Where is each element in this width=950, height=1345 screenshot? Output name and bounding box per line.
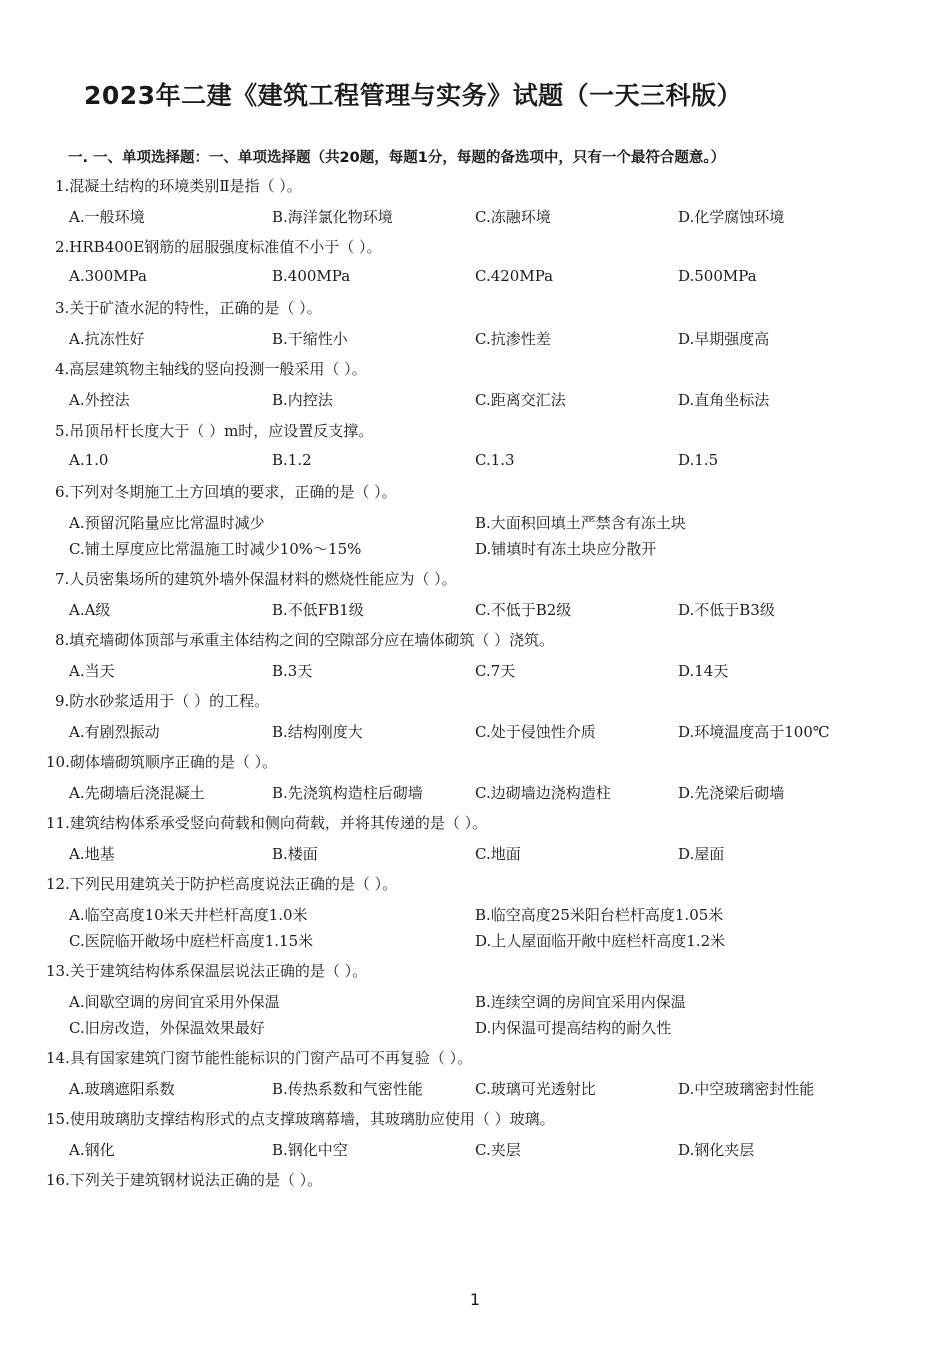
option-row [0,843,950,869]
question-text: 6.下列对冬期施工土方回填的要求，正确的是（ ）。 [55,483,397,501]
option-b: B.内控法 [272,391,333,409]
question-stem [0,629,950,655]
question-text: 7.人员密集场所的建筑外墙外保温材料的燃烧性能应为（ ）。 [55,570,457,588]
question-text: 15.使用玻璃肋支撑结构形式的点支撑玻璃幕墙，其玻璃肋应使用（ ）玻璃。 [46,1110,555,1128]
option-row [0,267,950,293]
question-stem [0,297,950,323]
option-a: A.钢化 [69,1141,115,1159]
option-d: D.铺填时有冻土块应分散开 [475,540,657,558]
option-row [0,599,950,625]
option-row [0,991,950,1017]
question-text: 11.建筑结构体系承受竖向荷载和侧向荷载，并将其传递的是（ ）。 [46,814,488,832]
document-title: 2023年二建《建筑工程管理与实务》试题（一天三科版） [84,81,743,110]
question-text: 1.混凝土结构的环境类别Ⅱ是指（ ）。 [55,177,302,195]
option-c: C.处于侵蚀性介质 [475,723,596,741]
option-d: D.直角坐标法 [678,391,770,409]
option-row [0,389,950,415]
option-c: C.地面 [475,845,521,863]
option-c: C.1.3 [475,451,515,469]
question-stem [0,175,950,201]
option-b: B.海洋氯化物环境 [272,208,393,226]
question-text: 14.具有国家建筑门窗节能性能标识的门窗产品可不再复验（ ）。 [46,1049,473,1067]
option-a: A.临空高度10米天井栏杆高度1.0米 [69,906,308,924]
option-a: A.玻璃遮阳系数 [69,1080,175,1098]
question-stem [0,1108,950,1134]
section-heading: 一. 一、单项选择题：一、单项选择题（共20题，每题1分，每题的备选项中，只有一个最符合题意。） [68,150,726,166]
option-d: D.早期强度高 [678,330,770,348]
option-a: A.地基 [69,845,115,863]
option-b: B.传热系数和气密性能 [272,1080,423,1098]
option-row [0,904,950,930]
question-stem [0,358,950,384]
option-b: B.干缩性小 [272,330,348,348]
option-b: B.连续空调的房间宜采用内保温 [475,993,686,1011]
option-d: D.中空玻璃密封性能 [678,1080,815,1098]
option-a: A.预留沉陷量应比常温时减少 [69,514,265,532]
option-a: A.有剧烈振动 [69,723,160,741]
question-text: 5.吊顶吊杆长度大于（ ）m时，应设置反支撑。 [55,422,374,440]
question-text: 12.下列民用建筑关于防护栏高度说法正确的是（ ）。 [46,875,398,893]
option-d: D.先浇梁后砌墙 [678,784,785,802]
question-stem [0,751,950,777]
question-text: 2.HRB400E钢筋的屈服强度标准值不小于（ ）。 [55,238,382,256]
option-row [0,1139,950,1165]
option-d: D.化学腐蚀环境 [678,208,785,226]
option-a: A.先砌墙后浇混凝土 [69,784,205,802]
option-c: C.不低于B2级 [475,601,572,619]
option-row [0,538,950,564]
option-c: C.420MPa [475,267,554,285]
option-c: C.铺土厚度应比常温施工时减少10%～15% [69,540,362,558]
option-a: A.当天 [69,662,115,680]
option-row [0,328,950,354]
question-stem [0,812,950,838]
option-row [0,660,950,686]
option-d: D.14天 [678,662,729,680]
question-text: 10.砌体墙砌筑顺序正确的是（ ）。 [46,753,278,771]
option-row [0,206,950,232]
option-c: C.夹层 [475,1141,521,1159]
option-row [0,782,950,808]
option-d: D.上人屋面临开敞中庭栏杆高度1.2米 [475,932,726,950]
option-b: B.1.2 [272,451,312,469]
option-d: D.内保温可提高结构的耐久性 [475,1019,672,1037]
option-b: B.钢化中空 [272,1141,348,1159]
option-row [0,451,950,477]
question-stem [0,690,950,716]
question-stem [0,1047,950,1073]
option-b: B.楼面 [272,845,318,863]
option-b: B.临空高度25米阳台栏杆高度1.05米 [475,906,724,924]
option-b: B.结构刚度大 [272,723,363,741]
question-text: 13.关于建筑结构体系保温层说法正确的是（ ）。 [46,962,368,980]
option-d: D.500MPa [678,267,757,285]
question-stem [0,481,950,507]
question-text: 4.高层建筑物主轴线的竖向投测一般采用（ ）。 [55,360,367,378]
question-text: 8.填充墙砌体顶部与承重主体结构之间的空隙部分应在墙体砌筑（ ）浇筑。 [55,631,555,649]
page-number: 1 [469,1290,481,1309]
option-c: C.医院临开敞场中庭栏杆高度1.15米 [69,932,314,950]
option-row [0,1078,950,1104]
option-a: A.外控法 [69,391,130,409]
option-c: C.7天 [475,662,516,680]
question-text: 3.关于矿渣水泥的特性，正确的是（ ）。 [55,299,322,317]
option-b: B.先浇筑构造柱后砌墙 [272,784,423,802]
option-d: D.屋面 [678,845,725,863]
option-row [0,930,950,956]
option-b: B.不低FB1级 [272,601,364,619]
option-b: B.大面积回填土严禁含有冻土块 [475,514,686,532]
question-stem [0,420,950,446]
question-text: 9.防水砂浆适用于（ ）的工程。 [55,692,270,710]
option-d: D.1.5 [678,451,719,469]
question-stem [0,1169,950,1195]
question-stem [0,568,950,594]
option-b: B.3天 [272,662,313,680]
option-d: D.钢化夹层 [678,1141,755,1159]
option-c: C.边砌墙边浇构造柱 [475,784,611,802]
option-a: A.A级 [69,601,111,619]
option-b: B.400MPa [272,267,351,285]
question-stem [0,236,950,262]
option-d: D.环境温度高于100℃ [678,723,830,741]
option-a: A.300MPa [69,267,147,285]
question-text: 16.下列关于建筑钢材说法正确的是（ ）。 [46,1171,323,1189]
option-c: C.抗渗性差 [475,330,551,348]
option-c: C.冻融环境 [475,208,551,226]
option-a: A.1.0 [69,451,109,469]
option-row [0,721,950,747]
option-row [0,1017,950,1043]
option-a: A.抗冻性好 [69,330,145,348]
option-d: D.不低于B3级 [678,601,775,619]
option-c: C.距离交汇法 [475,391,566,409]
option-a: A.间歇空调的房间宜采用外保温 [69,993,280,1011]
option-c: C.旧房改造，外保温效果最好 [69,1019,265,1037]
option-c: C.玻璃可光透射比 [475,1080,596,1098]
option-row [0,512,950,538]
option-a: A.一般环境 [69,208,145,226]
question-stem [0,873,950,899]
question-stem [0,960,950,986]
